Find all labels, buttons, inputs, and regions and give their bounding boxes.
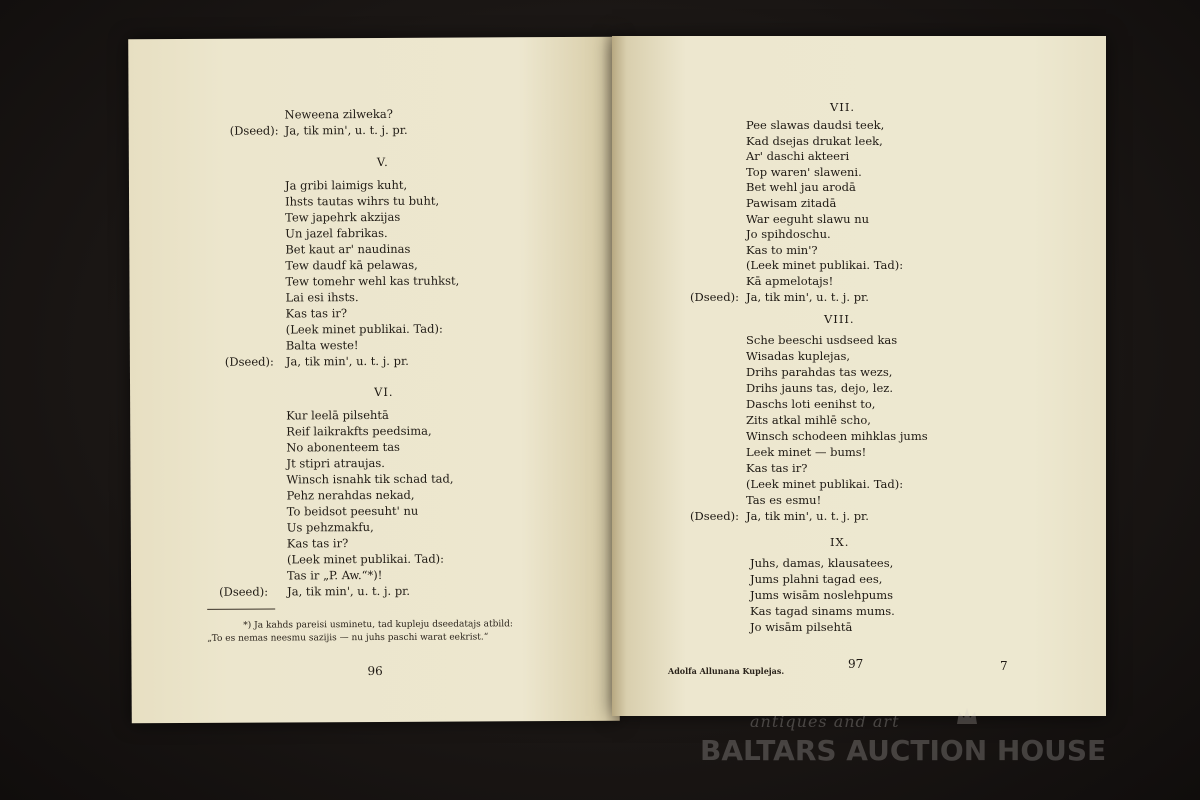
verse-line: Kas to min'? (746, 243, 818, 257)
verse-line: Ja, tik min', u. t. j. pr. (284, 122, 408, 138)
auction-house-watermark (700, 712, 1120, 782)
verse-line: Winsch isnahk tik schad tad, (286, 471, 454, 487)
verse-line: Top waren' slaweni. (746, 165, 862, 179)
watermark-brand: BALTARS AUCTION HOUSE (700, 734, 1107, 767)
verse-line: Tew daudf kā pelawas, (285, 257, 418, 273)
verse-line: (Leek minet publikai. Tad): (286, 551, 445, 567)
stanza-heading: IX. (830, 535, 850, 549)
verse-line: Ihsts tautas wihrs tu buht, (285, 193, 440, 209)
stanza-heading: VII. (830, 100, 856, 114)
verse-line: Drihs parahdas tas wezs, (746, 365, 893, 379)
verse-line: Jums wisām noslehpums (750, 588, 894, 602)
page-number: 96 (367, 663, 383, 679)
verse-line: Bet kaut ar' naudinas (285, 241, 411, 257)
stanza-heading: VIII. (824, 312, 855, 326)
verse-line: Kā apmelotajs! (746, 274, 834, 288)
verse-line: Sche beeschi usdseed kas (746, 333, 898, 347)
verse-line: Ja, tik min', u. t. j. pr. (746, 509, 869, 523)
left-page (128, 37, 620, 724)
verse-line: Drihs jauns tas, dejo, lez. (746, 381, 894, 395)
verse-line: Pawisam zitadā (746, 196, 837, 210)
speaker-label: (Dseed): (229, 123, 279, 138)
verse-line: Reif laikrakfts peedsima, (286, 423, 432, 439)
verse-line: (Leek minet publikai. Tad): (285, 321, 443, 337)
verse-line: Ja, tik min', u. t. j. pr. (746, 290, 869, 304)
verse-line: Neweena zilweka? (284, 106, 393, 122)
running-footer: Adolfa Allunana Kuplejas. (668, 666, 785, 676)
verse-line: Kas tas ir? (286, 536, 349, 551)
verse-line: Jums plahni tagad ees, (750, 572, 883, 586)
crown-icon (955, 706, 979, 726)
footnote-rule (207, 609, 275, 610)
right-page (612, 36, 1106, 716)
speaker-label: (Dseed): (690, 509, 739, 523)
verse-line: No abonenteem tas (286, 439, 400, 455)
verse-line: Jo spihdoschu. (746, 227, 831, 241)
verse-line: Leek minet — bums! (746, 445, 867, 459)
speaker-label: (Dseed): (219, 584, 269, 599)
verse-line: War eeguht slawu nu (746, 212, 870, 226)
speaker-label: (Dseed): (224, 354, 274, 369)
verse-line: Kas tagad sinams mums. (750, 604, 895, 618)
signature-mark: 7 (1000, 659, 1008, 673)
watermark-tagline: antiques and art (750, 712, 900, 731)
verse-line: Pehz nerahdas nekad, (286, 487, 415, 503)
verse-line: To beidsot peesuht' nu (286, 503, 419, 519)
verse-line: Kas tas ir? (285, 306, 348, 321)
verse-line: Kad dsejas drukat leek, (746, 134, 883, 148)
verse-line: (Leek minet publikai. Tad): (746, 477, 904, 491)
verse-line: Ja, tik min', u. t. j. pr. (287, 583, 411, 599)
verse-line: Zits atkal mihlē scho, (746, 413, 871, 427)
verse-line: Tas es esmu! (746, 493, 822, 507)
verse-line: Ja gribi laimigs kuht, (284, 177, 408, 193)
verse-line: Lai esi ihsts. (285, 290, 359, 305)
verse-line: Daschs loti eenihst to, (746, 397, 876, 411)
verse-line: Wisadas kuplejas, (746, 349, 851, 363)
stanza-heading: V. (376, 154, 389, 169)
stanza-heading: VI. (374, 384, 394, 399)
verse-line: Pee slawas daudsi teek, (746, 118, 885, 132)
verse-line: Balta weste! (285, 338, 359, 353)
speaker-label: (Dseed): (690, 290, 739, 304)
footnote-text: *) Ja kahds pareisi usminetu, tad kupleju dseedatajs atbild: (243, 619, 513, 631)
verse-line: Tew tomehr wehl kas truhkst, (285, 273, 460, 289)
verse-line: Jo wisām pilsehtā (750, 620, 853, 634)
verse-line: Ja, tik min', u. t. j. pr. (285, 353, 409, 369)
verse-line: Bet wehl jau arodā (746, 180, 856, 194)
verse-line: Un jazel fabrikas. (285, 225, 388, 241)
verse-line: Kas tas ir? (746, 461, 808, 475)
verse-line: Ar' daschi akteeri (746, 149, 850, 163)
verse-line: Juhs, damas, klausatees, (750, 556, 894, 570)
footnote-text: „To es nemas neesmu sazijis — nu juhs paschi warat eekrist.“ (207, 632, 489, 644)
verse-line: Winsch schodeen mihklas jums (746, 429, 928, 443)
verse-line: (Leek minet publikai. Tad): (746, 258, 904, 272)
verse-line: Jt stipri atraujas. (286, 455, 385, 471)
page-number: 97 (848, 657, 864, 671)
verse-line: Tew japehrk akzijas (285, 209, 401, 225)
verse-line: Us pehzmakfu, (286, 520, 374, 535)
verse-line: Tas ir „P. Aw.“*)! (286, 567, 383, 583)
verse-line: Kur leelā pilsehtā (286, 407, 389, 423)
